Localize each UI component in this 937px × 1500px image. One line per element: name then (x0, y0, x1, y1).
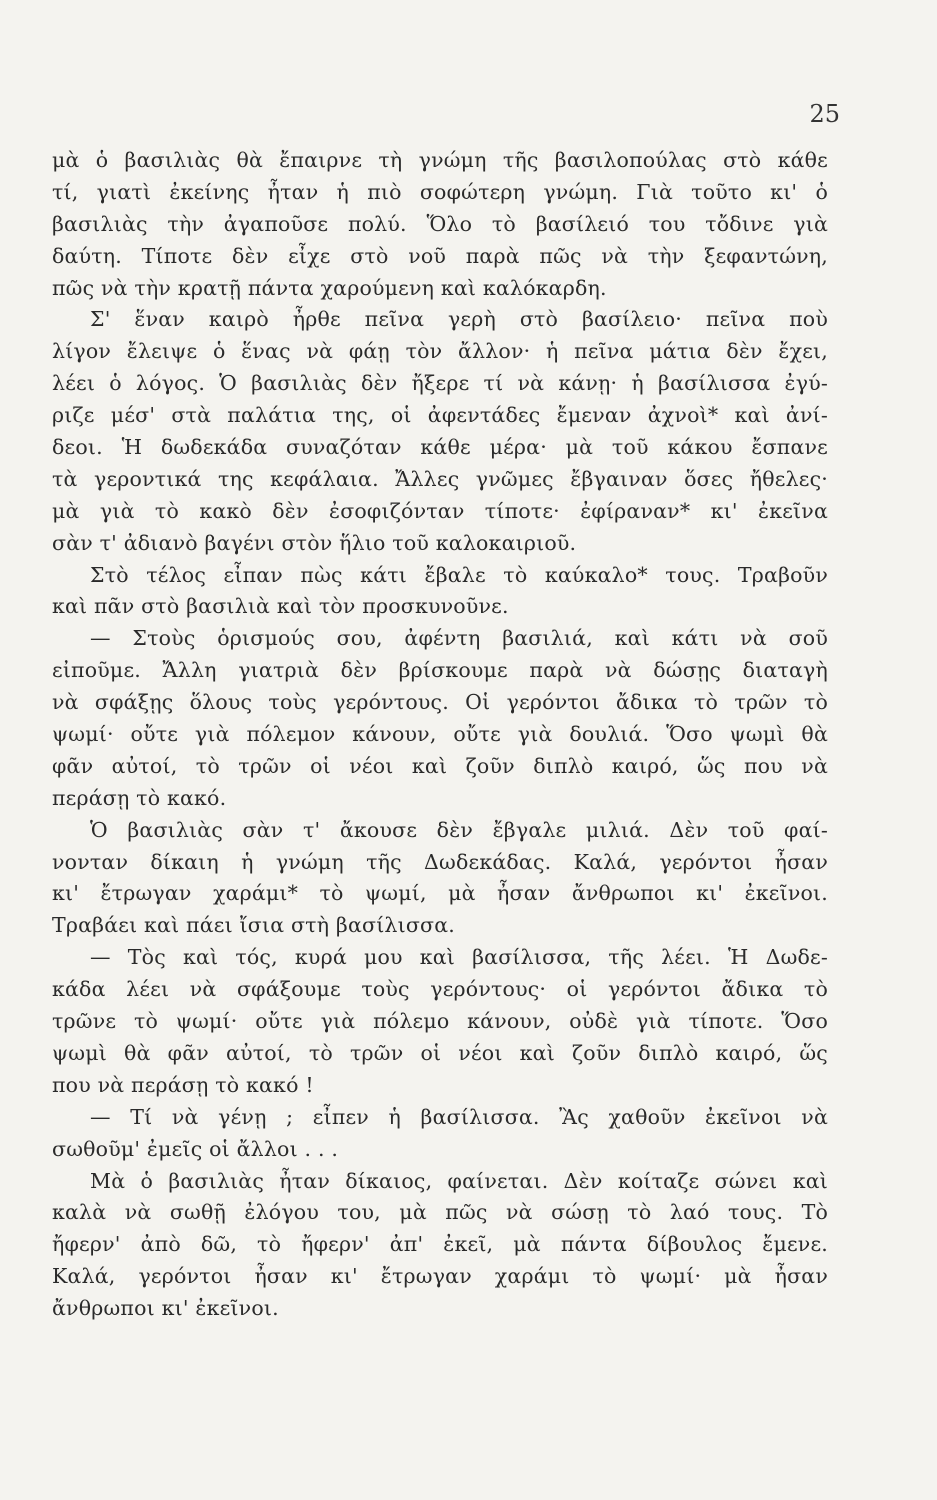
text-line: πῶς νὰ τὴν κρατῇ πάντα χαρούμενη καὶ καλόκαρδη. (52, 275, 607, 300)
text-line: μὰ ὁ βασιλιὰς θὰ ἔπαιρνε τὴ γνώμη τῆς βασιλοπούλας στὸ κάθε (52, 148, 828, 172)
text-line: βασιλιὰς τὴν ἀγαποῦσε πολύ. Ὅλο τὸ βασίλειό του τὄδινε γιὰ (52, 211, 828, 236)
text-line: ἄνθρωποι κι' ἐκεῖνοι. (52, 1296, 279, 1321)
text-line: Σ' ἕναν καιρὸ ἦρθε πεῖνα γερὴ στὸ βασίλειο· πεῖνα ποὺ (90, 307, 828, 332)
text-line: κάδα λέει νὰ σφάξουμε τοὺς γερόντους· οἱ γερόντοι ἄδικα τὸ (52, 977, 828, 1002)
text-line: λίγον ἔλειψε ὁ ἕνας νὰ φάῃ τὸν ἄλλον· ἡ πεῖνα μάτια δὲν ἔχει, (52, 339, 828, 364)
text-line: νονταν δίκαιη ἡ γνώμη τῆς Δωδεκάδας. Καλά, γερόντοι ἦσαν (52, 849, 828, 874)
text-line: σωθοῦμ' ἐμεῖς οἱ ἄλλοι . . . (52, 1136, 339, 1161)
text-line: — Στοὺς ὁρισμούς σου, ἀφέντη βασιλιά, καὶ κάτι νὰ σοῦ (90, 626, 828, 651)
text-line: νὰ σφάξῃς ὅλους τοὺς γερόντους. Οἱ γερόντοι ἄδικα τὸ τρῶν τὸ (52, 690, 828, 715)
text-line: τὰ γεροντικά της κεφάλαια. Ἄλλες γνῶμες ἔβγαιναν ὅσες ἤθελες· (52, 466, 828, 491)
text-line: λέει ὁ λόγος. Ὁ βασιλιὰς δὲν ἤξερε τί νὰ κάνῃ· ἡ βασίλισσα ἐγύ- (52, 371, 828, 396)
text-line: — Τί νὰ γένῃ ; εἶπεν ἡ βασίλισσα. Ἂς χαθοῦν ἐκεῖνοι νὰ (90, 1104, 828, 1129)
text-line: σὰν τ' ἀδιανὸ βαγένι στὸν ἥλιο τοῦ καλοκαιριοῦ. (52, 530, 577, 555)
text-line: ἤφερν' ἀπὸ δῶ, τὸ ἤφερν' ἀπ' ἐκεῖ, μὰ πάντα δίβουλος ἔμενε. (52, 1232, 828, 1257)
text-line: μὰ γιὰ τὸ κακὸ δὲν ἐσοφιζόνταν τίποτε· ἐφίραναν* κι' ἐκεῖνα (52, 498, 828, 523)
text-line: Ὁ βασιλιὰς σὰν τ' ἄκουσε δὲν ἔβγαλε μιλιά. Δὲν τοῦ φαί- (90, 817, 828, 842)
text-line: τί, γιατὶ ἐκείνης ἦταν ἡ πιὸ σοφώτερη γνώμη. Γιὰ τοῦτο κι' ὁ (52, 179, 828, 204)
text-line: περάσῃ τὸ κακό. (52, 785, 227, 810)
text-line: δεοι. Ἡ δωδεκάδα συναζόταν κάθε μέρα· μὰ τοῦ κάκου ἔσπανε (52, 435, 828, 460)
text-line: που νὰ περάσῃ τὸ κακό ! (52, 1072, 314, 1097)
body-text (52, 145, 828, 1325)
text-line: καὶ πᾶν στὸ βασιλιὰ καὶ τὸν προσκυνοῦνε. (52, 594, 509, 619)
text-line: Στὸ τέλος εἶπαν πὼς κάτι ἔβαλε τὸ καύκαλο* τους. Τραβοῦν (90, 562, 828, 587)
text-line: ριζε μέσ' στὰ παλάτια της, οἱ ἀφεντάδες ἔμεναν ἀχνοὶ* καὶ ἀνί- (52, 403, 828, 428)
text-line: φᾶν αὐτοί, τὸ τρῶν οἱ νέοι καὶ ζοῦν διπλὸ καιρό, ὥς που νὰ (52, 753, 828, 778)
text-line: Τραβάει καὶ πάει ἴσια στὴ βασίλισσα. (52, 913, 456, 938)
text-line: ψωμὶ θὰ φᾶν αὐτοί, τὸ τρῶν οἱ νέοι καὶ ζοῦν διπλὸ καιρό, ὥς (52, 1040, 828, 1065)
page-number: 25 (809, 100, 840, 128)
text-line: ψωμί· οὔτε γιὰ πόλεμον κάνουν, οὔτε γιὰ δουλιά. Ὅσο ψωμὶ θὰ (52, 722, 828, 747)
text-line: Μὰ ὁ βασιλιὰς ἦταν δίκαιος, φαίνεται. Δὲν κοίταζε σώνει καὶ (90, 1168, 828, 1193)
text-line: δαύτη. Τίποτε δὲν εἶχε στὸ νοῦ παρὰ πῶς νὰ τὴν ξεφαντώνη, (52, 243, 828, 268)
text-line: κι' ἔτρωγαν χαράμι* τὸ ψωμί, μὰ ἦσαν ἄνθρωποι κι' ἐκεῖνοι. (52, 881, 828, 906)
text-line: καλὰ νὰ σωθῇ ἐλόγου του, μὰ πῶς νὰ σώσῃ τὸ λαό τους. Τὸ (52, 1200, 828, 1225)
text-line: εἰποῦμε. Ἄλλη γιατριὰ δὲν βρίσκουμε παρὰ νὰ δώσῃς διαταγὴ (52, 658, 828, 683)
text-line: — Τὸς καὶ τός, κυρά μου καὶ βασίλισσα, τῆς λέει. Ἡ Δωδε- (90, 945, 828, 970)
text-line: τρῶνε τὸ ψωμί· οὔτε γιὰ πόλεμο κάνουν, οὐδὲ γιὰ τίποτε. Ὅσο (52, 1009, 828, 1034)
text-line: Καλά, γερόντοι ἦσαν κι' ἔτρωγαν χαράμι τὸ ψωμί· μὰ ἦσαν (52, 1264, 828, 1289)
